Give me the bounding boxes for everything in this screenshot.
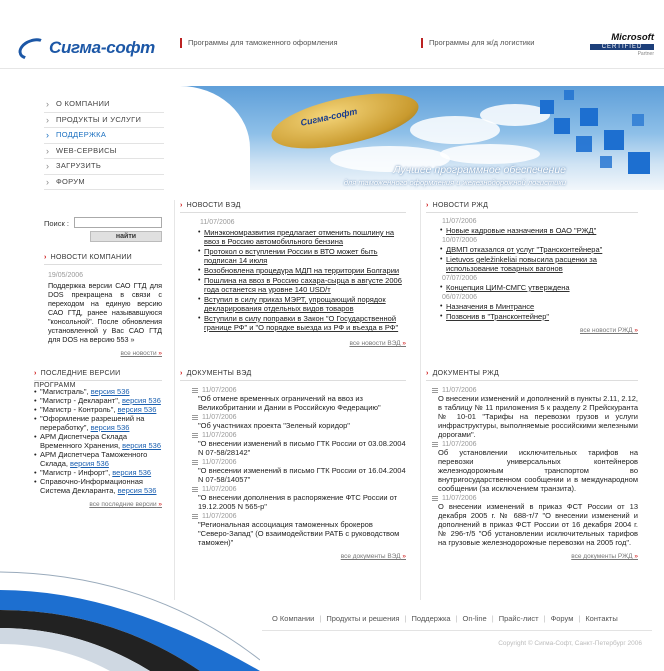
program-name: "Магистраль", [40,387,91,396]
ved-doc-link[interactable]: "Региональная ассоциация таможенных брокеров "Северо-Запад" (О взаимодействии РАТБ с руководством таможен)" [198,520,400,547]
company-news-title: › НОВОСТИ КОМПАНИИ [44,252,162,265]
ved-news-item[interactable]: • Возобновлена процедура МДП на территории Болгарии [198,266,406,275]
ved-docs-list [180,387,406,547]
program-item [34,405,162,414]
rzd-news-date: 11/07/2006 [442,218,477,225]
program-item [34,432,162,450]
rzd-news-item[interactable]: • Концепция ЦИМ-СМГС утверждена [440,283,638,292]
footer-link[interactable]: О Компании [272,614,315,623]
program-item [34,477,162,495]
copyright: Copyright © Сигма-Софт, Санкт-Петербург 2006 [498,640,642,647]
rzd-news-date: 06/07/2006 [442,294,478,301]
rzd-docs [426,368,638,560]
company-news-text: Поддержка версии САО ГТД для DOS прекращена в связи с переходом на единую версию САО ГТД, ранее называвшуюся "консольной". После обновления установленной у Вас САО ГТД для DOS на версию 553 » [48,281,162,344]
rzd-news-item[interactable]: • Позвонив в "Трансконтейнер" [440,312,638,321]
ms-partner: Partner [637,51,654,57]
ved-news [180,200,406,347]
rzd-news-more-link[interactable]: все новости РЖД » [426,327,638,334]
ved-doc-date: 11/07/2006 [192,432,406,439]
logo-swoosh-icon [15,34,50,63]
main-nav [44,97,164,190]
rzd-news-item[interactable]: • ДВМП отказался от услуг "Трансконтейнера" [440,245,638,254]
banner-slogan-sub: для таможенного оформления и железнодорожной логистики [343,178,566,187]
company-news [44,252,162,357]
program-version-link[interactable]: версия 536 [70,459,109,468]
program-version-link[interactable]: версия 536 [117,405,157,414]
nav-item[interactable]: › О КОМПАНИИ [44,97,164,113]
rzd-news-date: 10/07/2006 [442,237,478,244]
footer-link[interactable]: Поддержка [411,614,451,623]
ved-docs-title: › ДОКУМЕНТЫ ВЭД [180,368,406,381]
microsoft-certified-badge [590,32,654,57]
rzd-docs-title: › ДОКУМЕНТЫ РЖД [426,368,638,381]
ved-doc-link[interactable]: "Об отмене временных ограничений на ввоз из Великобритании и Дании в Российскую Федерацию" [198,394,381,412]
footer-separator: | [455,614,458,623]
ved-docs-more-link[interactable]: все документы ВЭД » [180,553,406,560]
program-item [34,396,162,405]
search-button[interactable]: найти [90,231,162,242]
decorative-swirl [0,560,260,671]
rzd-news-item[interactable]: • Lietuvos geležinkeliai повысила расценки за использование товарных вагонов [440,255,638,273]
program-version-link[interactable]: версия 536 [90,387,130,396]
ved-news-date: 11/07/2006 [200,219,235,226]
ved-doc-date: 11/07/2006 [192,387,406,394]
company-news-more-link[interactable]: все новости » [44,350,162,357]
nav-item[interactable]: › WEB-СЕРВИСЫ [44,144,164,160]
rzd-docs-list [426,387,638,547]
footer-separator: | [578,614,581,623]
ved-doc-link[interactable]: "О внесении дополнения в распоряжение ФТС России от 19.12.2005 N 565-р" [198,493,398,511]
ved-doc-date: 11/07/2006 [192,513,406,520]
footer-nav [267,614,623,623]
rzd-doc-date: 11/07/2006 [432,387,638,394]
ved-doc-link[interactable]: "Об участниках проекта "Зеленый коридор" [198,421,350,430]
ved-doc-date: 11/07/2006 [192,459,406,466]
rzd-doc-date: 11/07/2006 [432,495,638,502]
program-name: Справочно-Информационная Система Декларанта, [40,477,143,495]
rzd-docs-more-link[interactable]: все документы РЖД » [426,553,638,560]
footer-link[interactable]: Прайс-лист [498,614,539,623]
ved-doc-link[interactable]: "О внесении изменений в письмо ГТК России от 16.04.2004 N 07-58/14057" [198,466,406,484]
program-version-link[interactable]: версия 536 [112,468,152,477]
search-input[interactable] [74,217,162,228]
ved-doc-link[interactable]: "О внесении изменений в письмо ГТК России от 03.08.2004 N 07-58/28142" [198,439,406,457]
ved-news-title: › НОВОСТИ ВЭД [180,200,406,213]
rzd-news-title: › НОВОСТИ РЖД [426,200,638,213]
hero-banner [180,86,664,190]
nav-item[interactable]: › ПОДДЕРЖКА [44,128,164,144]
program-name: "Магистр - Контроль", [40,405,118,414]
program-item [34,414,162,432]
rzd-news-item[interactable]: • Новые кадровые назначения в ОАО "РЖД" [440,226,638,235]
footer-link[interactable]: Форум [550,614,574,623]
airship-text: Сигма-софт [299,106,359,128]
rzd-doc-link[interactable]: Об установлении исключительных тарифов на перевозки универсальных контейнеров железнодорожным транспортом во внутригосударственном сообщении и в международном сообщении (за исключением транзита). [438,448,638,493]
link-customs-programs[interactable]: Программы для таможенного оформления [180,38,338,48]
rzd-news-item[interactable]: • Назначения в Минтрансе [440,302,638,311]
rzd-news-list [426,217,638,321]
search-label: Поиск : [44,219,69,228]
link-rail-programs[interactable]: Программы для ж/д логистики [421,38,534,48]
ved-docs [180,368,406,560]
programs-title: › ПОСЛЕДНИЕ ВЕРСИИ ПРОГРАММ [34,368,162,381]
ved-news-item[interactable]: • Вступил в силу приказ МЭРТ, упрощающий порядок декларирования отдельных видов товаров [198,295,406,313]
nav-item[interactable]: › ПРОДУКТЫ И УСЛУГИ [44,113,164,129]
logo-text: Сигма-софт [49,38,155,57]
program-version-link[interactable]: версия 536 [122,441,162,450]
program-name: "Магистр - Декларант", [40,396,123,405]
company-news-date: 19/05/2006 [48,272,84,279]
program-name: АРМ Диспетчера Таможенного Склада, [40,450,148,468]
program-item [34,387,162,396]
footer-separator: | [404,614,407,623]
banner-slogan-main: Лучшее программное обеспечение [393,164,566,176]
nav-item[interactable]: › ФОРУМ [44,175,164,191]
ved-news-list [180,228,406,332]
ved-news-item[interactable]: • Пошлина на ввоз в Россию сахара-сырца в августе 2006 года останется на уровне 140 USD/т [198,276,406,294]
program-name: "Магистр - Инфорт", [40,468,113,477]
rzd-news [426,200,638,334]
footer-separator: | [543,614,546,623]
rzd-doc-link[interactable]: О внесении изменений в приказ ФСТ России от 13 декабря 2005 г. № 688-т/7 "О внесении изменений и дополнений в приказ ФСТ России от 16 декабря 2004 г. № 296-т/5 "Об установлении исключительных тарифов на грузовые железнодорожные перевозки на 2005 год". [438,502,638,547]
ved-news-item[interactable]: • Вступили в силу поправки в Закон "О Государственной границе РФ" и "О порядке выезда из РФ и въезда в РФ" [198,314,406,332]
ved-doc-date: 11/07/2006 [192,486,406,493]
footer-link[interactable]: On-line [462,614,487,623]
header-divider [0,68,664,69]
ved-news-item[interactable]: • Протокол о вступлении России в ВТО может быть подписан 14 июля [198,247,406,265]
program-item [34,468,162,477]
program-version-link[interactable]: версия 536 [90,423,130,432]
footer-link[interactable]: Продукты и решения [326,614,400,623]
rzd-doc-link[interactable]: О внесении изменений и дополнений в пункты 2.11, 2.12, в таблицу № 11 приложения 5 к разделу 2 Прейскуранта № 10-01 "Тарифы на перевозки грузов и услуги инфраструктуры, выполняемые российскими железными дорогами". [438,394,638,439]
program-item [34,450,162,468]
rzd-news-date: 07/07/2006 [442,275,478,282]
program-version-link[interactable]: версия 536 [122,396,161,405]
footer-link[interactable]: Контакты [585,614,618,623]
logo[interactable] [18,38,155,59]
ved-news-more-link[interactable]: все новости ВЭД » [180,340,406,347]
ved-news-item[interactable]: • Минэкономразвития предлагает отменить пошлину на ввоз в Россию автомобильного бензина [198,228,406,246]
ms-brand: Microsoft [611,32,654,43]
program-name: "Оформление разрешений на переработку", [40,414,145,432]
footer-separator: | [491,614,494,623]
programs-more-link[interactable]: все последние версии » [34,501,162,508]
rzd-doc-date: 11/07/2006 [432,441,638,448]
footer-separator: | [319,614,322,623]
ms-cert: CERTIFIED [590,44,654,50]
ved-doc-date: 11/07/2006 [192,414,406,421]
program-version-link[interactable]: версия 536 [117,486,157,495]
nav-item[interactable]: › ЗАГРУЗИТЬ [44,159,164,175]
latest-programs [34,368,162,508]
programs-list [34,387,162,495]
footer-divider [262,630,652,631]
program-name: АРМ Диспетчера Склада Временного Хранения, [40,432,128,450]
